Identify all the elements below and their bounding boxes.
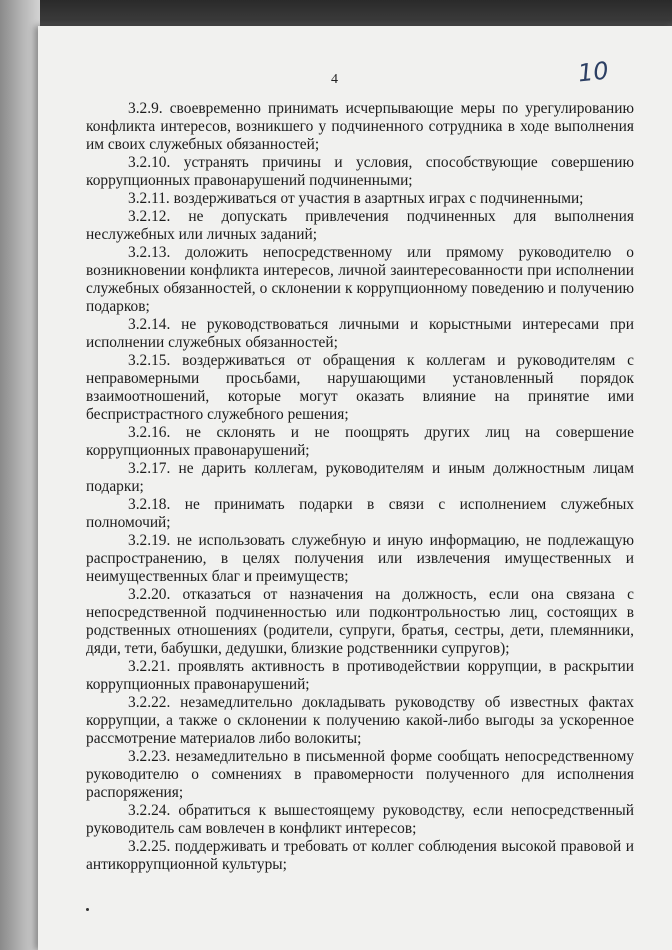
document-body [86, 100, 634, 874]
book-binding-shadow [0, 0, 40, 950]
paragraph-3-2-11: 3.2.11. воздерживаться от участия в азартных играх с подчиненными; [128, 190, 584, 207]
handwritten-page-mark: 10 [576, 56, 610, 88]
paragraph-3-2-21: 3.2.21. проявлять активность в противодействии коррупции, в раскрытии коррупционных правонарушений; [86, 658, 634, 693]
paragraph-3-2-12: 3.2.12. не допускать привлечения подчиненных для выполнения неслужебных или личных заданий; [86, 208, 634, 243]
paragraph-3-2-20: 3.2.20. отказаться от назначения на должность, если она связана с непосредственной подчиненностью или подконтрольностью лиц, состоящих в родственных отношениях (родители, супруги, братья, сестры, дети, племянники, дяди, тети, бабушки, дедушки, близкие родственники супругов); [86, 586, 634, 657]
paragraph-3-2-23: 3.2.23. незамедлительно в письменной форме сообщать непосредственному руководителю о сомнениях в правомерности полученного для исполнения распоряжения; [86, 748, 634, 801]
paragraph-3-2-14: 3.2.14. не руководствоваться личными и корыстными интересами при исполнении служебных обязанностей; [86, 316, 634, 351]
document-page [38, 26, 672, 950]
paragraph-3-2-22: 3.2.22. незамедлительно докладывать руководству об известных фактах коррупции, а также о склонении к получению какой-либо выгоды за ускоренное рассмотрение материалов либо волокиты; [86, 694, 634, 747]
paragraph-3-2-24: 3.2.24. обратиться к вышестоящему руководству, если непосредственный руководитель сам вовлечен в конфликт интересов; [86, 802, 634, 837]
page-number: 4 [331, 72, 338, 87]
paragraph-3-2-10: 3.2.10. устранять причины и условия, способствующие совершению коррупционных правонарушений подчиненными; [86, 154, 634, 189]
paragraph-3-2-9: 3.2.9. своевременно принимать исчерпывающие меры по урегулированию конфликта интересов, возникшего у подчиненного сотрудника в ходе выполнения им своих служебных обязанностей; [86, 100, 634, 153]
paragraph-3-2-16: 3.2.16. не склонять и не поощрять других лиц на совершение коррупционных правонарушений; [86, 424, 634, 459]
scan-speck [86, 908, 89, 911]
paragraph-3-2-15: 3.2.15. воздерживаться от обращения к коллегам и руководителям с неправомерными просьбами, нарушающими установленный порядок взаимоотношений, которые могут оказать влияние на принятие ими беспристрастного служебного решения; [86, 352, 634, 423]
paragraph-3-2-18: 3.2.18. не принимать подарки в связи с исполнением служебных полномочий; [86, 496, 634, 531]
paragraph-3-2-13: 3.2.13. доложить непосредственному или прямому руководителю о возникновении конфликта интересов, личной заинтересованности при исполнении служебных обязанностей, о склонении к коррупционному поведению и получению подарков; [86, 244, 634, 315]
paragraph-3-2-19: 3.2.19. не использовать служебную и иную информацию, не подлежащую распространению, в целях получения или извлечения имущественных и неимущественных благ и преимуществ; [86, 532, 634, 585]
paragraph-3-2-25: 3.2.25. поддерживать и требовать от коллег соблюдения высокой правовой и антикоррупционной культуры; [86, 838, 634, 873]
paragraph-3-2-17: 3.2.17. не дарить коллегам, руководителям и иным должностным лицам подарки; [86, 460, 634, 495]
